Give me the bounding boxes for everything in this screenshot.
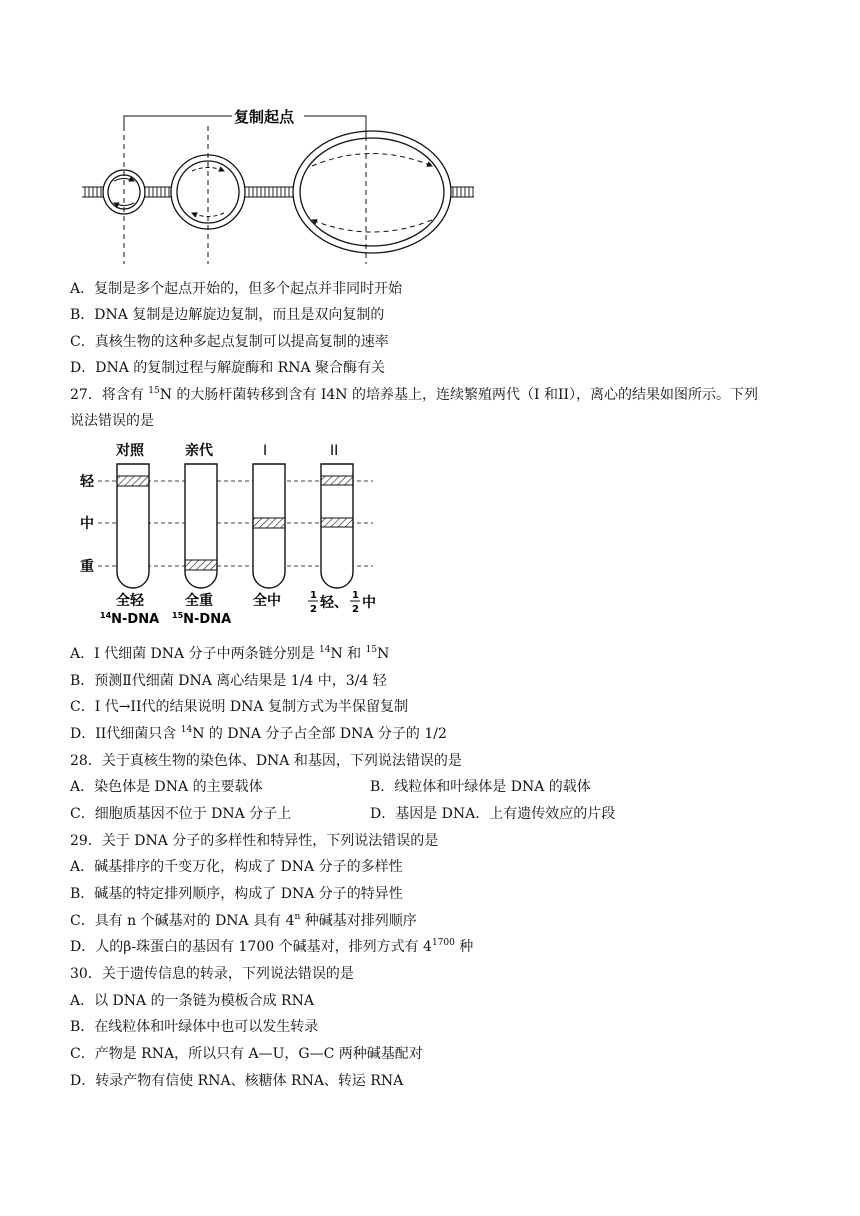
q26-option-a: A．复制是多个起点开始的，但多个起点并非同时开始 [70,281,403,297]
tube-label-gen2: II [330,443,339,459]
q29-option-a: A．碱基排序的千变万化，构成了 DNA 分子的多样性 [70,859,403,875]
q30-stem: 30．关于遗传信息的转录，下列说法错误的是 [70,966,354,982]
q27-option-a: A．I 代细菌 DNA 分子中两条链分别是 $^{14}$N 和 $^{15}$N [70,645,390,662]
tube-label-control: 对照 [116,443,144,459]
q29-option-b: B．碱基的特定排列顺序，构成了 DNA 分子的特异性 [70,886,403,902]
q28-stem: 28．关于真核生物的染色体、DNA 和基因，下列说法错误的是 [70,753,462,769]
q28-option-d: D．基因是 DNA．上有遗传效应的片段 [370,806,616,822]
fraction2-num: 1 [352,590,359,601]
q29-option-c: C．具有 n 个碱基对的 DNA 具有 4$^n$ 种碱基对排列顺序 [70,912,417,929]
q26-option-d: D．DNA 的复制过程与解旋酶和 RNA 聚合酶有关 [70,360,386,376]
centrifuge-tubes-figure [78,440,378,630]
bottom-label-parent: 全重 [185,593,213,609]
replication-origin-figure [72,96,482,271]
row-label-light: 轻 [80,474,94,490]
dna-label-15n: $^{15}$N-DNA [172,611,232,627]
q28-option-b: B．线粒体和叶绿体是 DNA 的载体 [370,779,591,795]
tube-label-gen1: I [263,443,268,459]
fraction2-word: 中 [362,595,376,611]
tube-label-parent: 亲代 [185,443,213,459]
replication-origin-label: 复制起点 [234,108,295,126]
q27-stem-line2: 说法错误的是 [70,413,154,429]
q30-option-a: A．以 DNA 的一条链为模板合成 RNA [70,993,314,1009]
q27-option-b: B．预测Ⅱ代细菌 DNA 离心结果是 1/4 中，3/4 轻 [70,673,387,689]
q27-option-d: D．II代细菌只含 $^{14}$N 的 DNA 分子占全部 DNA 分子的 1/2 [70,725,447,742]
row-label-medium: 中 [80,516,94,532]
q28-option-a: A．染色体是 DNA 的主要载体 [70,779,263,795]
bottom-label-control: 全轻 [116,593,144,609]
bottom-label-gen1: 全中 [253,593,281,609]
q29-option-d: D．人的β-珠蛋白的基因有 1700 个碱基对，排列方式有 $4^{1700}$ 种 [70,938,474,955]
q26-option-b: B．DNA 复制是边解旋边复制，而且是双向复制的 [70,307,385,323]
q27-option-c: C．I 代→II代的结果说明 DNA 复制方式为半保留复制 [70,699,408,715]
q30-option-d: D．转录产物有信使 RNA、核糖体 RNA、转运 RNA [70,1073,404,1089]
fraction1-word: 轻、 [320,595,348,611]
q30-option-b: B．在线粒体和叶绿体中也可以发生转录 [70,1019,319,1035]
dna-label-14n: $^{14}$N-DNA [100,611,160,627]
fraction1-den: 2 [310,604,317,615]
q26-option-c: C．真核生物的这种多起点复制可以提高复制的速率 [70,334,389,350]
q28-option-c: C．细胞质基因不位于 DNA 分子上 [70,806,292,822]
fraction2-den: 2 [352,604,359,615]
q27-stem: 27．将含有 $^{15}$N 的大肠杆菌转移到含有 I4N 的培养基上，连续繁殖两代（I 和II），离心的结果如图所示。下列 [70,386,759,403]
q30-option-c: C．产物是 RNA，所以只有 A—U，G—C 两种碱基配对 [70,1046,423,1062]
q29-stem: 29．关于 DNA 分子的多样性和特异性，下列说法错误的是 [70,833,439,849]
fraction1-num: 1 [310,590,317,601]
row-label-heavy: 重 [80,559,94,575]
